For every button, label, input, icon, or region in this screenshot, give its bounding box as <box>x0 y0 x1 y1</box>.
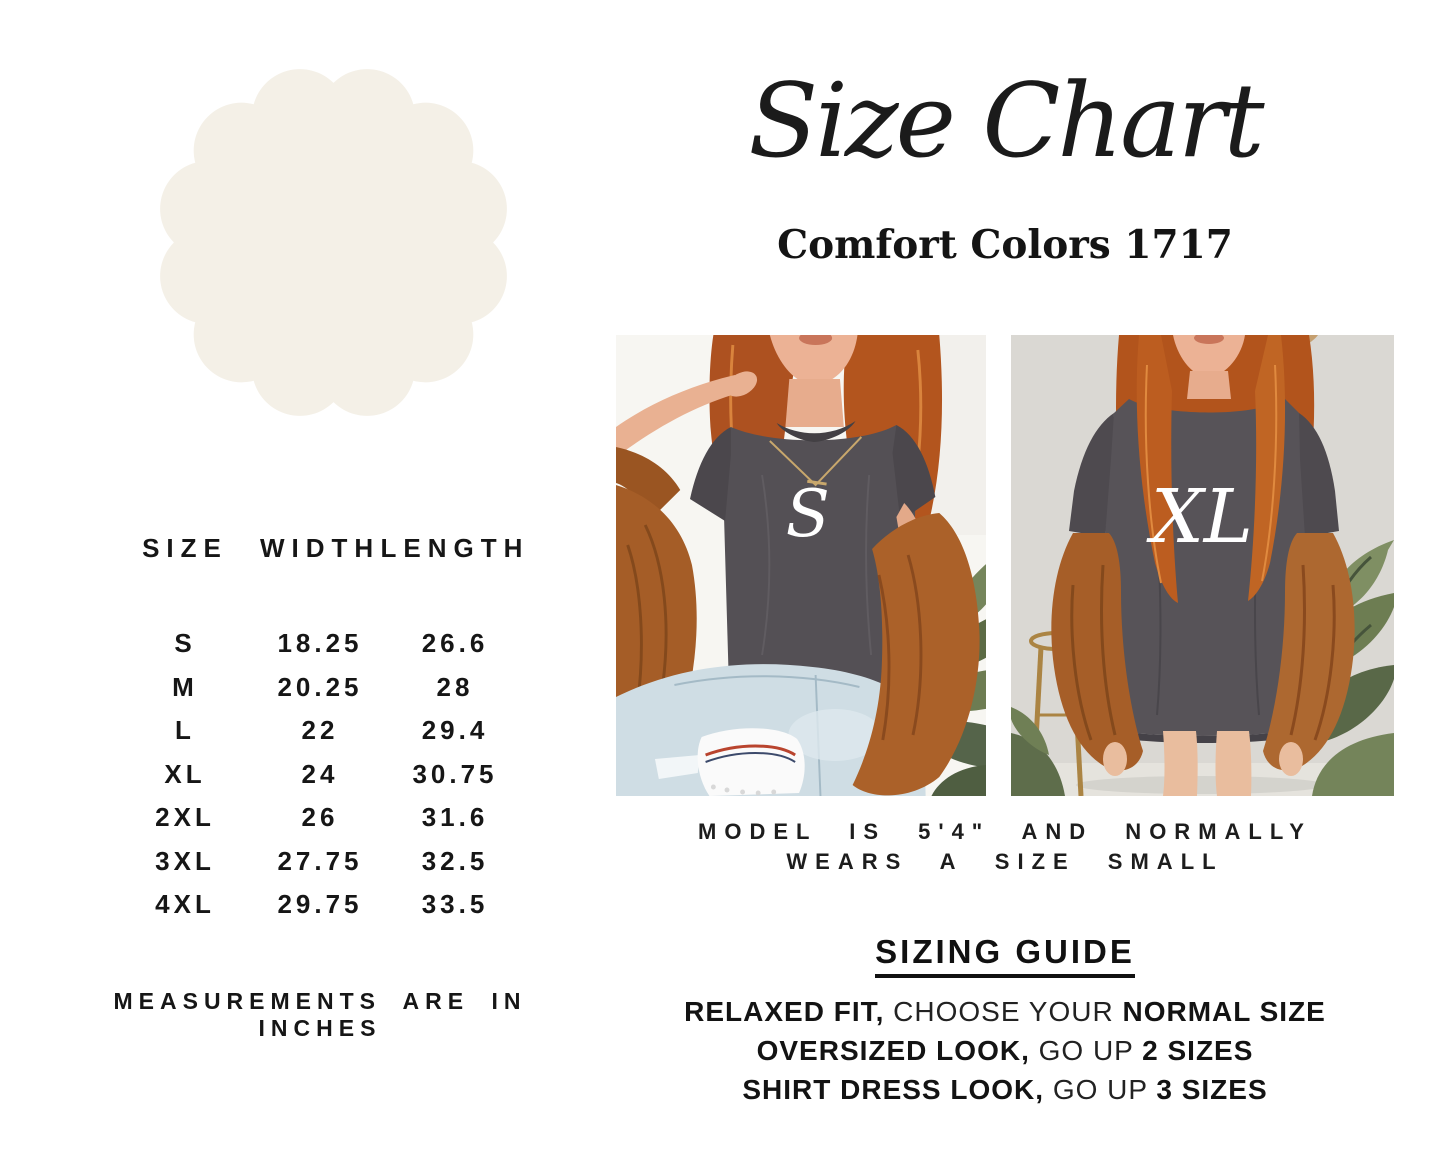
scalloped-circle-shape <box>160 69 507 416</box>
cell-size: XL <box>164 758 206 789</box>
col-header-length: LENGTH <box>380 533 530 563</box>
size-table-body <box>110 622 530 927</box>
table-row <box>110 883 530 927</box>
table-row <box>110 709 530 753</box>
hand <box>1279 742 1303 776</box>
cell-length: 33.5 <box>421 889 489 920</box>
guide-line2-lead: OVERSIZED LOOK, <box>756 1035 1030 1066</box>
cell-width: 22 <box>301 715 339 746</box>
guide-line1-tail: NORMAL SIZE <box>1122 996 1326 1027</box>
cell-length: 32.5 <box>421 845 489 876</box>
table-row <box>110 753 530 797</box>
guide-line2-mid: GO UP <box>1038 1035 1134 1066</box>
page-title: Size Chart <box>748 62 1262 181</box>
page-subtitle: Comfort Colors 1717 <box>777 222 1233 268</box>
model-photo-size-s <box>616 335 986 796</box>
cell-length: 26.6 <box>421 628 489 659</box>
sizing-guide-title: SIZING GUIDE <box>875 933 1135 978</box>
leg-right <box>1216 731 1252 796</box>
cell-width: 26 <box>301 802 339 833</box>
cell-width: 18.25 <box>277 628 363 659</box>
leg-left <box>1163 731 1198 796</box>
guide-line-relaxed <box>655 992 1355 1031</box>
col-header-width: WIDTH <box>260 533 381 563</box>
cell-size: M <box>172 671 198 702</box>
model-caption <box>655 817 1355 877</box>
cell-length: 29.4 <box>421 715 489 746</box>
neck <box>1187 371 1231 399</box>
size-letter-s: S <box>785 476 830 553</box>
guide-line2-tail: 2 SIZES <box>1142 1035 1254 1066</box>
cell-width: 29.75 <box>277 889 363 920</box>
cell-width: 20.25 <box>277 671 363 702</box>
size-table <box>110 533 530 927</box>
floor-shadow <box>1076 776 1326 794</box>
guide-line-shirtdress <box>655 1070 1355 1109</box>
guide-line3-lead: SHIRT DRESS LOOK, <box>742 1074 1045 1105</box>
size-letter-xl: XL <box>1151 474 1253 560</box>
sizing-guide <box>655 933 1355 1109</box>
col-header-size: SIZE <box>142 533 228 563</box>
sizing-guide-lines <box>655 992 1355 1109</box>
guide-line-oversized <box>655 1031 1355 1070</box>
model-caption-line1: MODEL IS 5'4" AND NORMALLY <box>698 819 1312 844</box>
cell-size: S <box>174 628 196 659</box>
guide-line1-mid: CHOOSE YOUR <box>893 996 1114 1027</box>
cell-size: 4XL <box>155 889 215 920</box>
hand <box>1103 742 1127 776</box>
scalloped-badge <box>136 45 531 440</box>
model-photo-size-xl <box>1011 335 1394 796</box>
size-table-header <box>110 533 530 564</box>
cell-size: 3XL <box>155 845 215 876</box>
guide-line3-mid: GO UP <box>1052 1074 1148 1105</box>
table-row <box>110 622 530 666</box>
guide-line3-tail: 3 SIZES <box>1156 1074 1268 1105</box>
cell-length: 30.75 <box>412 758 498 789</box>
table-row <box>110 840 530 884</box>
measurements-footnote: MEASUREMENTS ARE IN INCHES <box>113 988 527 1041</box>
cell-width: 24 <box>301 758 339 789</box>
cell-width: 27.75 <box>277 845 363 876</box>
cell-size: L <box>175 715 195 746</box>
cell-length: 31.6 <box>421 802 489 833</box>
cell-size: 2XL <box>155 802 215 833</box>
neck <box>785 379 843 427</box>
table-row <box>110 796 530 840</box>
guide-line1-lead: RELAXED FIT, <box>684 996 885 1027</box>
cell-length: 28 <box>436 671 474 702</box>
table-row <box>110 666 530 710</box>
model-caption-line2: WEARS A SIZE SMALL <box>786 849 1224 874</box>
